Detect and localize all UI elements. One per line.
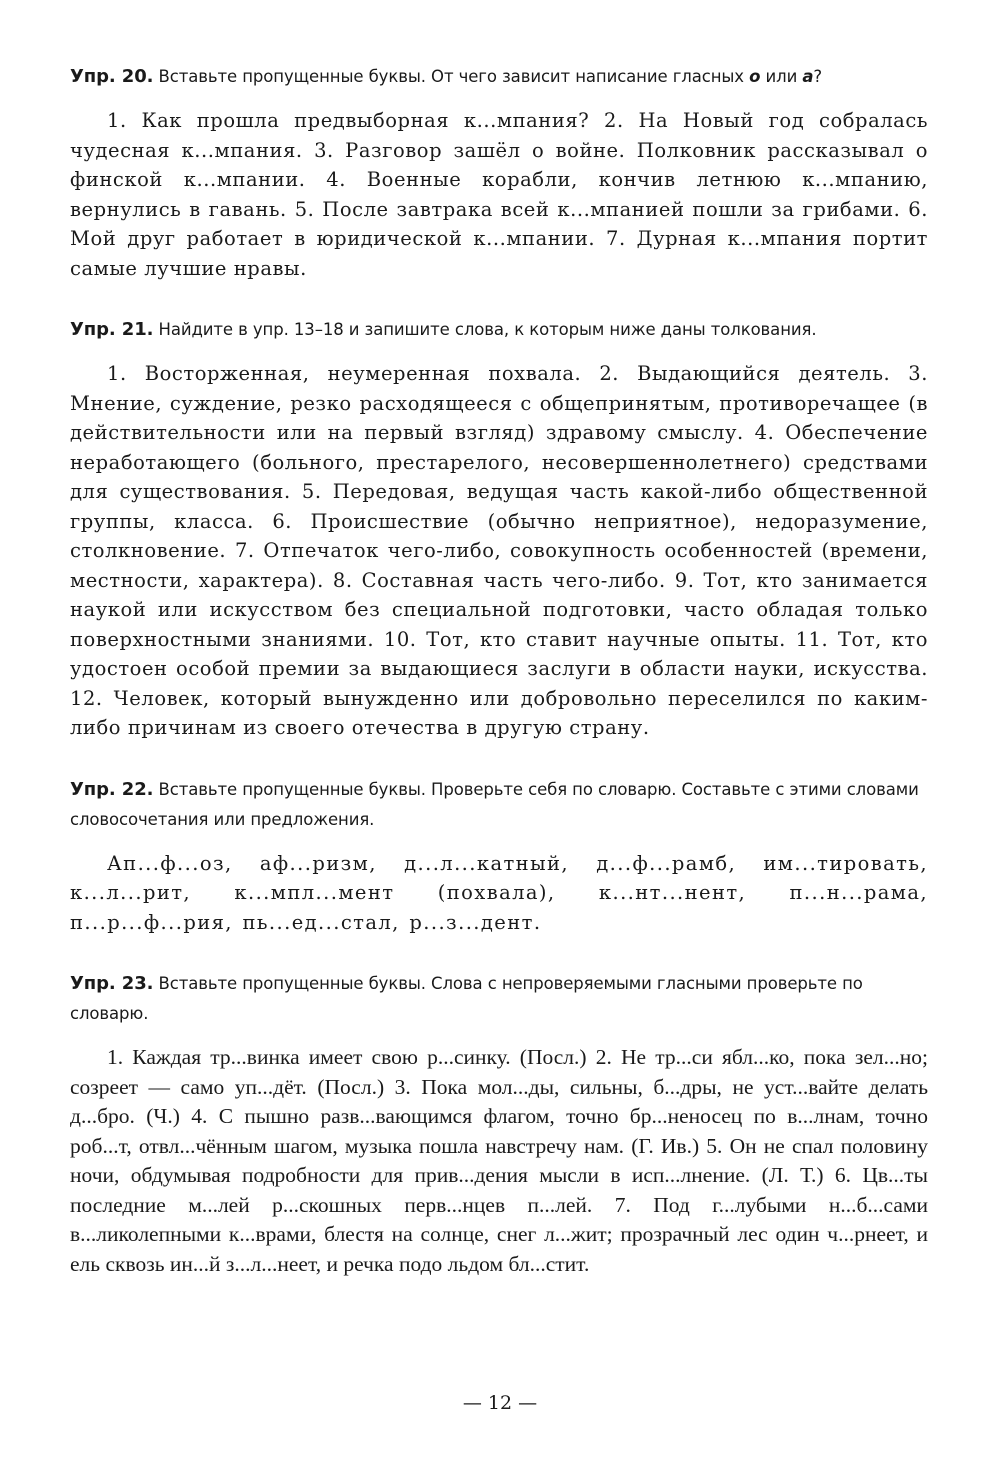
exercise-22-text: Ап...ф...оз, аф...ризм, д...л...катный, д...ф...рамб, им...тировать, к...л...рит, к...мпл...мент (похвала), к...нт...нент, п...н...рама, п...р...ф...рия, пь...ед...стал, р...з...дент.	[70, 851, 928, 934]
exercise-21-number: Упр. 21.	[70, 319, 154, 340]
exercise-21-text: 1. Восторженная, неумеренная похвала. 2. Выдающийся деятель. 3. Мнение, суждение, резко расходящееся с общепринятым, противоречащее (в действительности или на первый взгляд) здравому смыслу. 4. Обеспечение неработающего (больного, престарелого, несовершеннолетнего) средствами для существования. 5. Передовая, ведущая часть какой-либо общественной группы, класса. 6. Происшествие (обычно неприятное), недоразумение, столкновение. 7. Отпечаток чего-либо, совокупность особенностей (времени, местности, характера). 8. Составная часть чего-либо. 9. Тот, кто занимается наукой или искусством без специальной подготовки, часто обладая только поверхностными знаниями. 10. Тот, кто ставит научные опыты. 11. Тот, кто удостоен особой премии за выдающиеся заслуги в области науки, искусства. 12. Человек, который вынужденно или добровольно переселился по каким-либо причинам из своего отечества в другую страну.	[70, 362, 928, 739]
exercise-20-letter-o: о	[749, 67, 761, 86]
exercise-20-task-text-end: ?	[813, 67, 823, 86]
exercise-21-task-text: Найдите в упр. 13–18 и запишите слова, к которым ниже даны толкования.	[153, 320, 817, 339]
exercise-20-task	[70, 62, 928, 92]
exercise-20-letter-a: а	[802, 67, 814, 86]
exercise-23-text: 1. Каждая тр...винка имеет свою р...синку. (Посл.) 2. Не тр...си ябл...ко, пока зел...но; созреет — само уп...дёт. (Посл.) 3. Пока мол...ды, сильны, б...дры, не уст...вайте делать д...бро. (Ч.) 4. С пышно разв...вающимся флагом, точно бр...неносец по в...лнам, точно роб...т, отвл...чённым шагом, музыка пошла навстречу нам. (Г. Ив.) 5. Он не спал половину ночи, обдумывая подробности для прив...дения мысли в исп...лнение. (Л. Т.) 6. Цв...ты последние м...лей р...скошных перв...нцев п...лей. 7. Под г...лубыми н...б...сами в...ликолепными к...врами, блестя на солнце, снег л...жит; прозрачный лес один ч...рнеет, и ель сквозь ин...й з...л...неет, и речка подо льдом бл...стит.	[70, 1045, 928, 1276]
exercise-22-task-text: Вставьте пропущенные буквы. Проверьте себя по словарю. Составьте с этими словами словосочетания или предложения.	[70, 779, 919, 829]
exercise-23-number: Упр. 23.	[70, 973, 154, 994]
exercise-20-number: Упр. 20.	[70, 66, 154, 87]
exercise-23-task	[70, 969, 928, 1029]
page-content	[70, 62, 928, 1279]
exercise-21	[70, 315, 928, 743]
exercise-22-task	[70, 775, 928, 835]
page-number: — 12 —	[462, 1392, 538, 1414]
exercise-20	[70, 62, 928, 283]
exercise-20-task-text: Вставьте пропущенные буквы. От чего зависит написание гласных	[153, 67, 750, 86]
exercise-21-task	[70, 315, 928, 345]
exercise-23	[70, 969, 928, 1279]
exercise-20-text: 1. Как прошла предвыборная к...мпания? 2. На Новый год собралась чудесная к...мпания. 3. Разговор зашёл о войне. Полковник рассказывал о финской к...мпании. 4. Военные корабли, кончив летнюю к...мпанию, вернулись в гавань. 5. После завтрака всей к...мпанией пошли за грибами. 6. Мой друг работает в юридической к...мпании. 7. Дурная к...мпания портит самые лучшие нравы.	[70, 109, 928, 280]
exercise-23-task-text: Вставьте пропущенные буквы. Слова с непроверяемыми гласными проверьте по словарю.	[70, 974, 863, 1023]
exercise-22	[70, 775, 928, 938]
exercise-20-task-text-mid: или	[760, 67, 803, 86]
exercise-22-number: Упр. 22.	[70, 778, 154, 800]
